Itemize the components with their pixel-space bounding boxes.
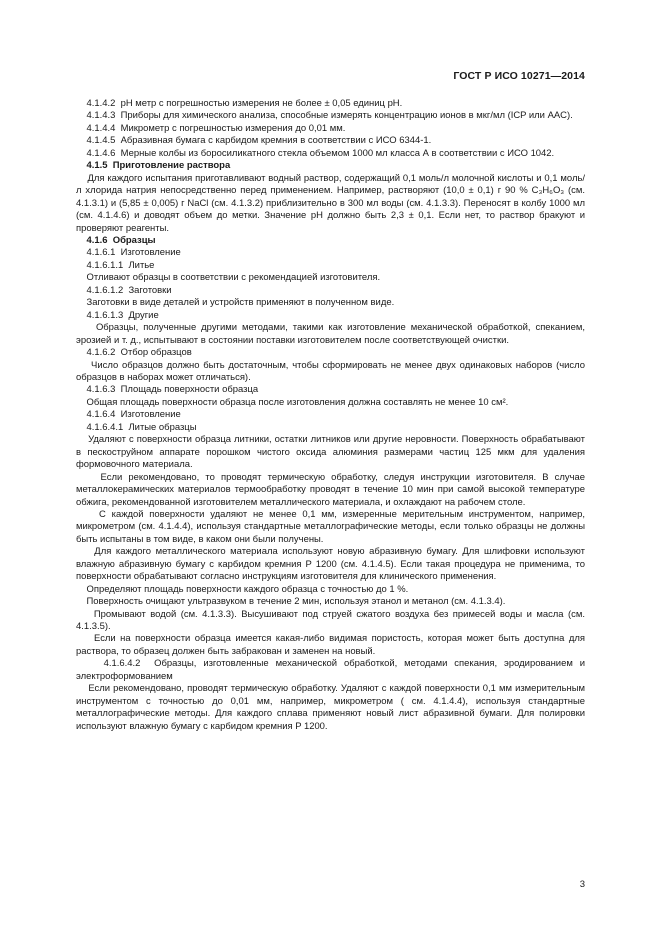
- paragraph: 4.1.4.5 Абразивная бумага с карбидом кремния в соответствии с ИСО 6344-1.: [76, 135, 432, 147]
- paragraph: 4.1.4.2 pH метр с погрешностью измерения не более ± 0,05 единиц pH.: [76, 98, 403, 109]
- paragraph: Образцы, полученные другими методами, такими как изготовление механической обработкой, спеканием, эрозией и т. д., испытывают в состоянии поставки изготовителем после соответствующей очистки.: [76, 322, 588, 346]
- paragraph: 4.1.4.3 Приборы для химического анализа, способные измерять концентрацию ионов в мкг/мл (ICP или AAC).: [76, 110, 573, 122]
- paragraph: Определяют площадь поверхности каждого образца с точностью до 1 %.: [76, 583, 409, 595]
- paragraph: 4.1.4.4 Микрометр с погрешностью измерения до 0,01 мм.: [76, 122, 346, 134]
- paragraph: Если рекомендовано, проводят термическую обработку. Удаляют с каждой поверхности 0,1 мм измерительным инструментом с точностью до 0,01 мм, например, микрометром ( см. 4.1.4.4), используя стандартные металлографические методы. Для каждого сплава применяют новый лист абразивной бумаги. Для полировки используют влажную бумагу с карбидом кремния P 1200.: [76, 683, 588, 732]
- document-body: [76, 98, 588, 733]
- paragraph: 4.1.6.1 Изготовление: [76, 247, 181, 259]
- paragraph: 4.1.6.1.1 Литье: [76, 259, 155, 271]
- paragraph: Отливают образцы в соответствии с рекомендацией изготовителя.: [76, 272, 381, 284]
- section-heading: 4.1.6 Образцы: [76, 234, 156, 246]
- paragraph: 4.1.6.1.3 Другие: [76, 309, 159, 321]
- paragraph: 4.1.6.3 Площадь поверхности образца: [76, 384, 259, 396]
- paragraph: 4.1.6.4.2 Образцы, изготовленные механической обработкой, методами спекания, эродированием и электроформованием: [76, 658, 588, 682]
- section-heading: 4.1.5 Приготовление раствора: [76, 160, 231, 172]
- paragraph: Удаляют с поверхности образца литники, остатки литников или другие неровности. Поверхность обрабатывают в пескоструйном аппарате порошком чистого оксида алюминия размерами частиц 125 мкм для удаления формовочного материала.: [76, 434, 588, 471]
- paragraph: Если рекомендовано, то проводят термическую обработку, следуя инструкции изготовителя. В случае металлокерамических материалов термообработку проводят в течение 10 мин при самой высокой температуре обжига, рекомендованной изготовителем металлического материала, и охлаждают на рабочем столе.: [76, 471, 588, 508]
- page-number: 3: [579, 879, 585, 890]
- paragraph: 4.1.6.4 Изготовление: [76, 409, 181, 421]
- paragraph: Число образцов должно быть достаточным, чтобы сформировать не менее двух одинаковых наборов (число образцов в наборах может отличаться).: [76, 359, 588, 383]
- paragraph: 4.1.6.2 Отбор образцов: [76, 347, 192, 359]
- paragraph: Если на поверхности образца имеется какая-либо видимая пористость, которая может быть доступна для раствора, то образец должен быть забракован и заменен на новый.: [76, 633, 588, 657]
- paragraph: Для каждого металлического материала используют новую абразивную бумагу. Для шлифовки используют влажную абразивную бумагу с карбидом кремния P 1200 (см. 4.1.4.5). Если такая процедура не применима, то поверхности обрабатывают согласно инструкциям изготовителя для клинического применения.: [76, 546, 588, 583]
- paragraph: Поверхность очищают ультразвуком в течение 2 мин, используя этанол и метанол (см. 4.1.3.4).: [76, 596, 506, 608]
- paragraph: Заготовки в виде деталей и устройств применяют в полученном виде.: [76, 297, 395, 309]
- paragraph: Промывают водой (см. 4.1.3.3). Высушивают под струей сжатого воздуха без примесей воды и масла (см. 4.1.3.5).: [76, 608, 588, 633]
- paragraph: 4.1.6.4.1 Литые образцы: [76, 421, 197, 433]
- paragraph: 4.1.6.1.2 Заготовки: [76, 284, 172, 296]
- paragraph: Общая площадь поверхности образца после изготовления должна составлять не менее 10 см².: [76, 396, 509, 408]
- paragraph: 4.1.4.6 Мерные колбы из боросиликатного стекла объемом 1000 мл класса А в соответствии с ИСО 1042.: [76, 147, 555, 159]
- paragraph: Для каждого испытания приготавливают водный раствор, содержащий 0,1 моль/л молочной кислоты и 0,1 моль/л хлорида натрия непосредственно перед применением. Например, растворяют (10,0 ± 0,1) г 90 % C₃H₆O₃ (см. 4.1.3.1) и (5,85 ± 0,005) г NaCl (см. 4.1.3.2) приблизительно в 300 мл воды (см. 4.1.3.3). Переносят в колбу 1000 мл (см. 4.1.4.6) и доводят объем до метки. Значение pH должно быть 2,3 ± 0,1. Если нет, то раствор бракуют и проверяют реагенты.: [76, 172, 588, 234]
- paragraph: С каждой поверхности удаляют не менее 0,1 мм, измеренные мерительным инструментом, например, микрометром (см. 4.1.4.4), используя стандартные металлографические методы, если только образцы не должны быть испытаны в том виде, в каком они были получены.: [76, 508, 588, 545]
- document-header: ГОСТ Р ИСО 10271—2014: [453, 70, 585, 82]
